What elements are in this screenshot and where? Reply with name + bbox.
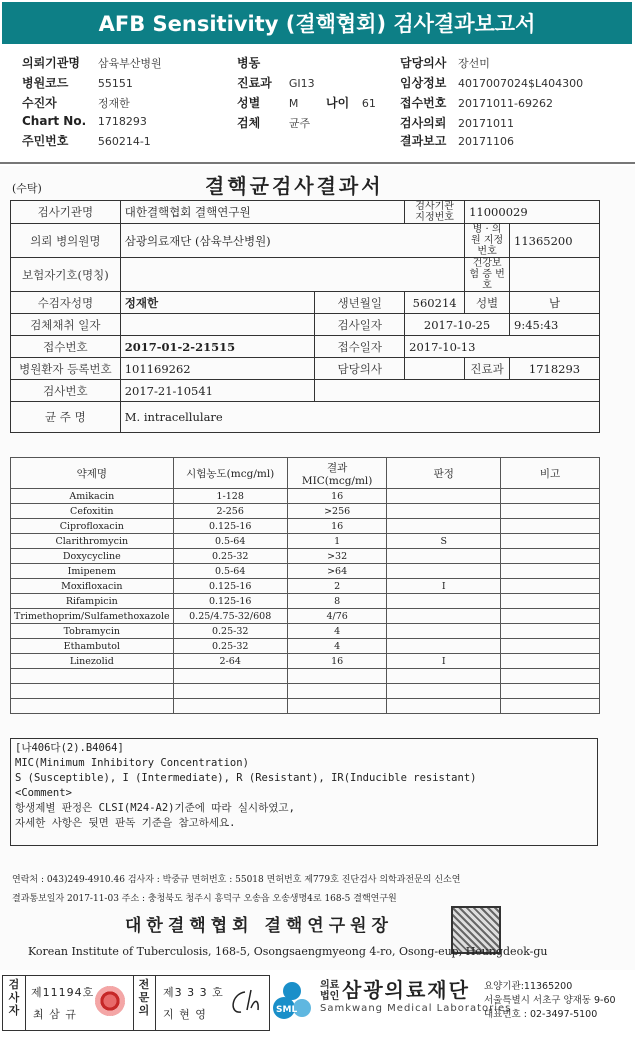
name-value: 정재한 bbox=[120, 292, 315, 314]
drug-cell-mic: 2 bbox=[287, 579, 387, 594]
drug-cell-conc: 0.25-32 bbox=[173, 549, 287, 564]
conc-col-header: 시험농도(mcg/ml) bbox=[173, 458, 287, 489]
hi-value bbox=[510, 258, 600, 292]
drug-cell-mic: >32 bbox=[287, 549, 387, 564]
hdr-cell: 임상정보 4017007024$L404300 bbox=[400, 76, 584, 90]
drug-row bbox=[11, 669, 600, 684]
drug-cell-drug: Rifampicin bbox=[11, 594, 174, 609]
signature-icon bbox=[225, 986, 263, 1020]
drug-row bbox=[11, 489, 600, 504]
divider bbox=[133, 976, 134, 1030]
specialist-no: 제3 3 3 호 bbox=[163, 986, 224, 999]
test-no-label: 검사번호 bbox=[11, 380, 121, 402]
drug-row bbox=[11, 564, 600, 579]
patient-reg-value: 101169262 bbox=[120, 358, 315, 380]
footer-bar bbox=[0, 972, 635, 1038]
contact-line: 연락처 : 043)249-4910.46 검사자 : 박중규 면허번호 : 55018 면허번호 제779호 진단검사 의학과전문의 신소연 bbox=[12, 875, 461, 885]
drug-cell-note bbox=[501, 654, 600, 669]
collect-label: 검체채취 일자 bbox=[11, 314, 121, 336]
drug-row bbox=[11, 534, 600, 549]
req-label: 의뢰 병의원명 bbox=[11, 224, 121, 258]
drug-cell-drug: Imipenem bbox=[11, 564, 174, 579]
judge-col-header: 판정 bbox=[387, 458, 501, 489]
report-title: 결핵균검사결과서 bbox=[205, 174, 384, 198]
drug-cell-judge bbox=[387, 549, 501, 564]
ins-label: 보험자기호(명칭) bbox=[11, 258, 121, 292]
drug-cell-conc bbox=[173, 669, 287, 684]
drug-row bbox=[11, 654, 600, 669]
test-time-value: 9:45:43 bbox=[510, 314, 600, 336]
comment-line: S (Susceptible), I (Intermediate), R (Resistant), IR(Inducible resistant) bbox=[15, 772, 477, 784]
inspector-seal-icon bbox=[95, 986, 125, 1016]
hdr-cell: 수진자 정재한 bbox=[22, 96, 130, 110]
org-english: Korean Institute of Tuberculosis, 168-5, Osongsaengmyeong 4-ro, Osong-eup, Heungdeok-gu bbox=[28, 945, 548, 958]
drug-cell-note bbox=[501, 594, 600, 609]
drug-cell-conc bbox=[173, 684, 287, 699]
hi-label: 건강보험 증 번 호 bbox=[465, 258, 510, 292]
drug-cell-judge bbox=[387, 564, 501, 579]
recv-no-value: 2017-01-2-21515 bbox=[120, 336, 315, 358]
drug-cell-judge bbox=[387, 489, 501, 504]
dept-value: 1718293 bbox=[510, 358, 600, 380]
drug-row bbox=[11, 639, 600, 654]
drug-row bbox=[11, 699, 600, 714]
consignment-tag: (수탁) bbox=[12, 182, 42, 195]
birth-value: 560214 bbox=[405, 292, 465, 314]
comment-line: 자세한 사항은 뒷면 판독 기준을 참고하세요. bbox=[15, 817, 236, 829]
drug-cell-mic bbox=[287, 684, 387, 699]
drug-cell-mic: >256 bbox=[287, 504, 387, 519]
drug-cell-note bbox=[501, 489, 600, 504]
drug-cell-judge bbox=[387, 594, 501, 609]
drug-cell-note bbox=[501, 639, 600, 654]
hdr-cell: 병원코드 55151 bbox=[22, 76, 133, 90]
drug-cell-note bbox=[501, 609, 600, 624]
recv-date-value: 2017-10-13 bbox=[405, 336, 600, 358]
drug-cell-judge bbox=[387, 699, 501, 714]
drug-cell-mic: >64 bbox=[287, 564, 387, 579]
sex-label: 성별 bbox=[465, 292, 510, 314]
drug-cell-drug bbox=[11, 684, 174, 699]
drug-cell-drug: Trimethoprim/Sulfamethoxazole bbox=[11, 609, 174, 624]
drug-cell-drug: Cefoxitin bbox=[11, 504, 174, 519]
drug-cell-judge bbox=[387, 519, 501, 534]
hdr-cell: 의뢰기관명 삼육부산병원 bbox=[22, 56, 162, 70]
signature-box bbox=[2, 975, 270, 1031]
drug-row bbox=[11, 504, 600, 519]
drug-cell-conc: 0.125-16 bbox=[173, 594, 287, 609]
drug-row bbox=[11, 684, 600, 699]
req-code-value: 11365200 bbox=[510, 224, 600, 258]
drug-cell-drug bbox=[11, 669, 174, 684]
drug-cell-note bbox=[501, 519, 600, 534]
brand-name: 삼광의료재단 bbox=[342, 978, 470, 1002]
drug-cell-mic: 8 bbox=[287, 594, 387, 609]
drug-cell-conc: 0.125-16 bbox=[173, 519, 287, 534]
comment-line: 항생제별 판정은 CLSI(M24-A2)기준에 따라 실시하였고, bbox=[15, 802, 295, 814]
dept-label: 진료과 bbox=[465, 358, 510, 380]
hdr-cell: 병동 bbox=[237, 56, 261, 70]
test-no-blank bbox=[315, 380, 600, 402]
drug-cell-judge bbox=[387, 609, 501, 624]
hdr-cell: 담당의사 장선미 bbox=[400, 56, 490, 70]
drug-row bbox=[11, 594, 600, 609]
hdr-cell: 주민번호 560214-1 bbox=[22, 134, 151, 148]
drug-row bbox=[11, 549, 600, 564]
strain-value: M. intracellulare bbox=[120, 402, 599, 433]
test-date-label: 검사일자 bbox=[315, 314, 405, 336]
drug-row bbox=[11, 579, 600, 594]
drug-cell-note bbox=[501, 684, 600, 699]
brand-english: Samkwang Medical Laboratories bbox=[320, 1003, 512, 1014]
age-cell: 나이 61 bbox=[326, 96, 376, 110]
drug-cell-judge bbox=[387, 639, 501, 654]
drug-cell-conc: 1-128 bbox=[173, 489, 287, 504]
drug-cell-note bbox=[501, 504, 600, 519]
hdr-cell: 접수번호 20171011-69262 bbox=[400, 96, 553, 110]
req-code-label: 병 · 의원 지정번호 bbox=[465, 224, 510, 258]
inspector-no: 제11194호 bbox=[31, 986, 95, 999]
sex-value: 남 bbox=[510, 292, 600, 314]
drug-cell-judge: I bbox=[387, 654, 501, 669]
drug-cell-judge bbox=[387, 684, 501, 699]
hdr-cell: 진료과 GI13 bbox=[237, 76, 315, 90]
logo-text: SML bbox=[276, 1005, 298, 1015]
drug-cell-note bbox=[501, 564, 600, 579]
drug-cell-conc: 0.25-32 bbox=[173, 639, 287, 654]
banner-title: AFB Sensitivity (결핵협회) 검사결과보고서 bbox=[98, 12, 536, 36]
drug-cell-drug: Amikacin bbox=[11, 489, 174, 504]
patient-reg-label: 병원환자 등록번호 bbox=[11, 358, 121, 380]
addr-line: 대표번호 : 02-3497-5100 bbox=[484, 1009, 598, 1020]
drug-cell-drug bbox=[11, 699, 174, 714]
addr-line: 요양기관:11365200 bbox=[484, 981, 573, 992]
org-name: 대한결핵협회 결핵연구원장 bbox=[125, 916, 393, 936]
specialist-name: 지 현 영 bbox=[163, 1008, 207, 1021]
drug-cell-drug: Clarithromycin bbox=[11, 534, 174, 549]
drug-cell-conc: 0.125-16 bbox=[173, 579, 287, 594]
strain-label: 균 주 명 bbox=[11, 402, 121, 433]
inspector-label: 검사자 bbox=[8, 978, 20, 1017]
divider bbox=[155, 976, 156, 1030]
drug-cell-conc: 2-64 bbox=[173, 654, 287, 669]
recv-date-label: 접수일자 bbox=[315, 336, 405, 358]
mic-col-header: 결과 MIC(mcg/ml) bbox=[287, 458, 387, 489]
drug-cell-drug: Tobramycin bbox=[11, 624, 174, 639]
comment-line: <Comment> bbox=[15, 787, 72, 799]
birth-label: 생년월일 bbox=[315, 292, 405, 314]
drug-cell-drug: Ciprofloxacin bbox=[11, 519, 174, 534]
drug-cell-note bbox=[501, 624, 600, 639]
drug-cell-drug: Moxifloxacin bbox=[11, 579, 174, 594]
drug-cell-judge bbox=[387, 504, 501, 519]
inst-value: 대한결핵협회 결핵연구원 bbox=[120, 201, 404, 224]
drug-cell-note bbox=[501, 699, 600, 714]
drug-cell-conc: 2-256 bbox=[173, 504, 287, 519]
report-banner bbox=[2, 2, 632, 44]
inspector-name: 최 삼 규 bbox=[33, 1008, 77, 1021]
drug-cell-mic: 4 bbox=[287, 639, 387, 654]
hdr-cell: 검사의뢰 20171011 bbox=[400, 116, 514, 130]
hdr-cell: 검체 균주 bbox=[237, 116, 311, 130]
drug-cell-judge bbox=[387, 669, 501, 684]
test-date-value: 2017-10-25 bbox=[405, 314, 510, 336]
drug-cell-mic bbox=[287, 699, 387, 714]
specialist-label: 전문의 bbox=[138, 978, 150, 1017]
drug-cell-mic: 1 bbox=[287, 534, 387, 549]
drug-cell-mic: 16 bbox=[287, 489, 387, 504]
comment-line: MIC(Minimum Inhibitory Concentration) bbox=[15, 757, 249, 769]
collect-value bbox=[120, 314, 315, 336]
drug-table bbox=[10, 457, 600, 714]
drug-row bbox=[11, 624, 600, 639]
divider bbox=[25, 976, 26, 1030]
hdr-cell: 성별 M bbox=[237, 96, 299, 110]
info-table bbox=[10, 200, 600, 433]
drug-cell-drug: Linezolid bbox=[11, 654, 174, 669]
drug-cell-conc: 0.25-32 bbox=[173, 624, 287, 639]
hdr-cell: Chart No. 1718293 bbox=[22, 114, 147, 128]
brand-prefix: 의료법인 bbox=[320, 980, 340, 1002]
drug-cell-note bbox=[501, 534, 600, 549]
drug-cell-mic: 16 bbox=[287, 519, 387, 534]
inst-code-label: 검사기관 지정번호 bbox=[405, 201, 465, 224]
notify-date-line: 결과통보일자 2017-11-03 주소 : 충청북도 청주시 흥덕구 오송읍 오송생명4로 168-5 결핵연구원 bbox=[12, 894, 397, 904]
scanned-report bbox=[0, 166, 635, 970]
comment-line: [나406다(2).B4064] bbox=[15, 742, 124, 754]
drug-cell-judge: I bbox=[387, 579, 501, 594]
name-label: 수검자성명 bbox=[11, 292, 121, 314]
drug-cell-mic: 4/76 bbox=[287, 609, 387, 624]
drug-cell-mic: 4 bbox=[287, 624, 387, 639]
doctor-label: 담당의사 bbox=[315, 358, 405, 380]
note-col-header: 비고 bbox=[501, 458, 600, 489]
ins-value bbox=[120, 258, 464, 292]
drug-cell-note bbox=[501, 549, 600, 564]
req-value: 삼광의료재단 (삼육부산병원) bbox=[120, 224, 464, 258]
recv-no-label: 접수번호 bbox=[11, 336, 121, 358]
drug-col-header: 약제명 bbox=[11, 458, 174, 489]
drug-cell-conc bbox=[173, 699, 287, 714]
drug-cell-conc: 0.25/4.75-32/608 bbox=[173, 609, 287, 624]
patient-header bbox=[0, 50, 635, 164]
test-no-value: 2017-21-10541 bbox=[120, 380, 315, 402]
drug-cell-mic bbox=[287, 669, 387, 684]
hdr-cell: 결과보고 20171106 bbox=[400, 134, 514, 148]
drug-row bbox=[11, 519, 600, 534]
inst-label: 검사기관명 bbox=[11, 201, 121, 224]
sml-logo-icon bbox=[272, 978, 312, 1024]
drug-cell-conc: 0.5-64 bbox=[173, 564, 287, 579]
drug-cell-drug: Ethambutol bbox=[11, 639, 174, 654]
doctor-value bbox=[405, 358, 465, 380]
comment-box bbox=[10, 738, 598, 846]
drug-cell-mic: 16 bbox=[287, 654, 387, 669]
inst-code-value: 11000029 bbox=[465, 201, 600, 224]
addr-line: 서울특별시 서초구 양재동 9-60 bbox=[484, 995, 616, 1006]
drug-cell-note bbox=[501, 669, 600, 684]
drug-row bbox=[11, 609, 600, 624]
drug-cell-judge: S bbox=[387, 534, 501, 549]
drug-cell-note bbox=[501, 579, 600, 594]
drug-table-body bbox=[11, 489, 600, 714]
drug-cell-conc: 0.5-64 bbox=[173, 534, 287, 549]
drug-cell-judge bbox=[387, 624, 501, 639]
drug-cell-drug: Doxycycline bbox=[11, 549, 174, 564]
